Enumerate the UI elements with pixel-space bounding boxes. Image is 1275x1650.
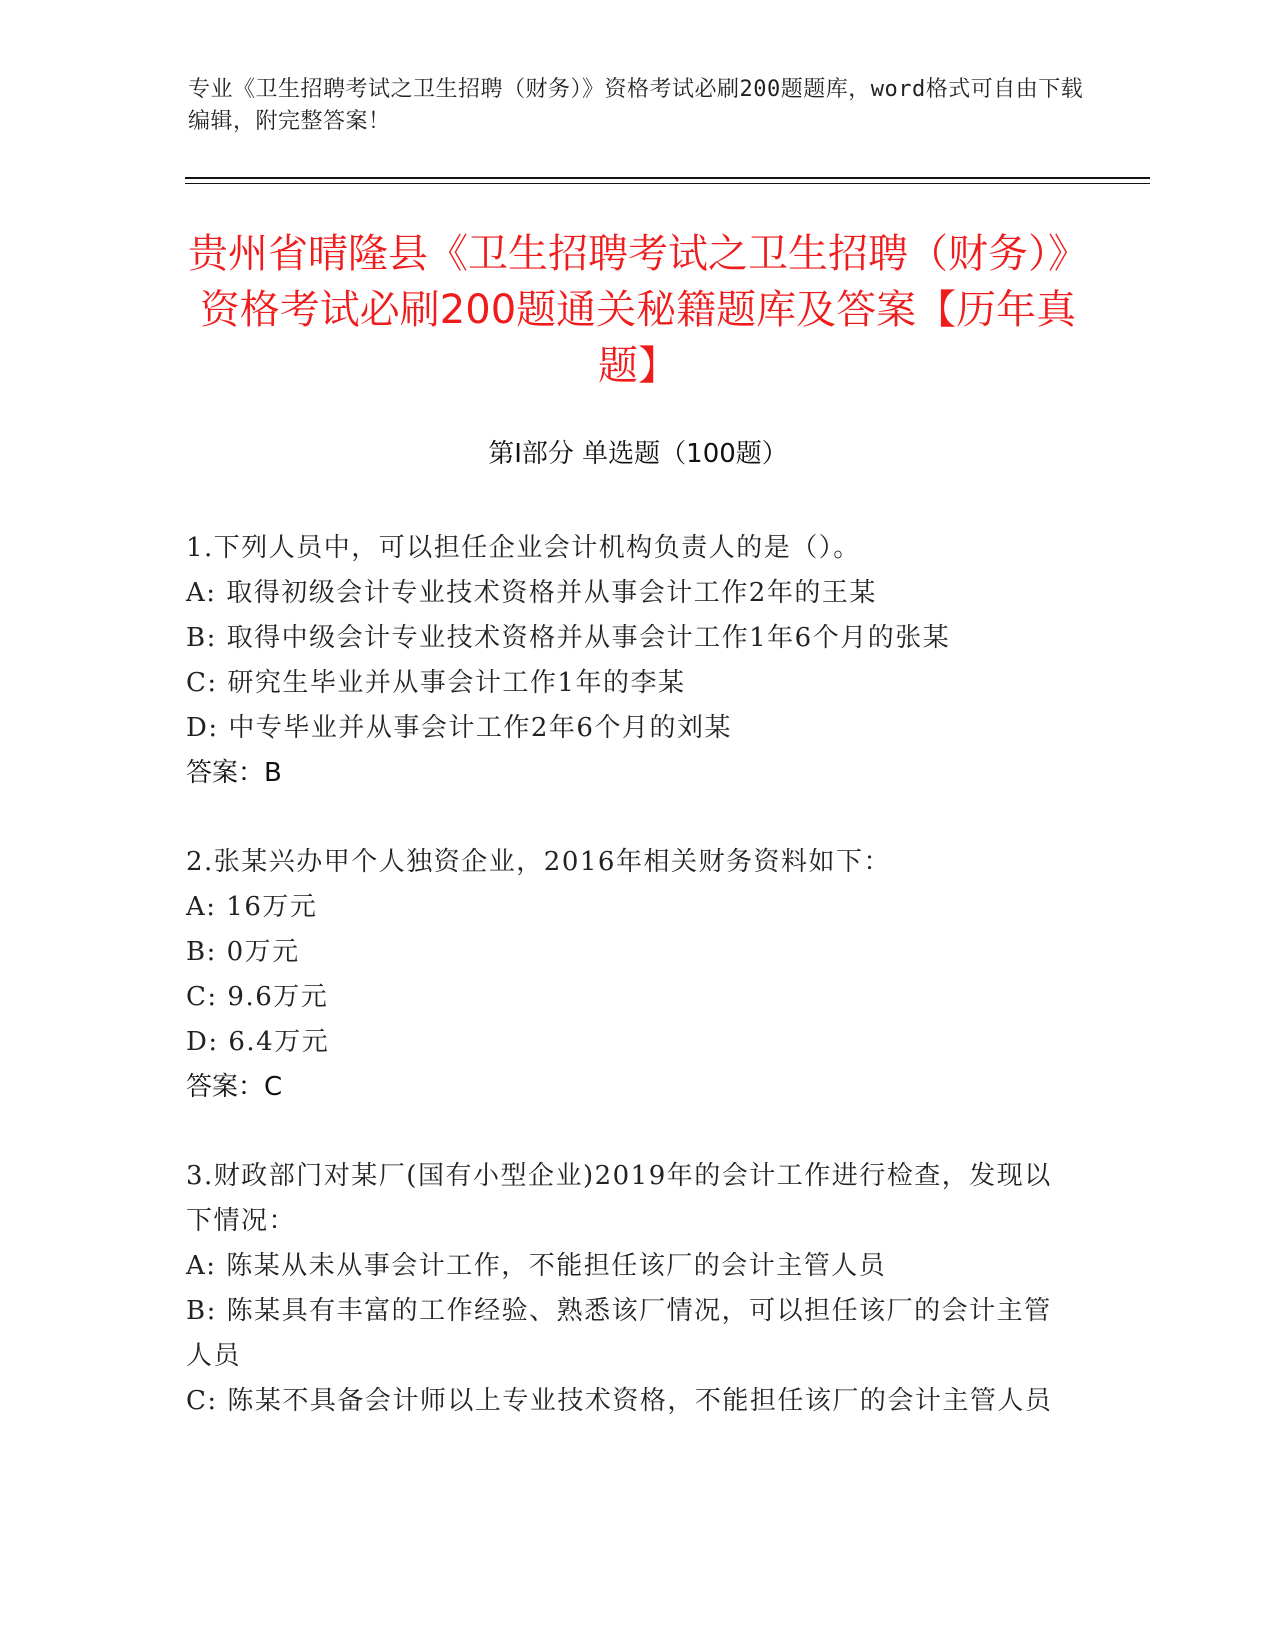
- option-b: B: 陈某具有丰富的工作经验、熟悉该厂情况，可以担任该厂的会计主管人员: [186, 1296, 1052, 1371]
- option-c: C: 陈某不具备会计师以上专业技术资格，不能担任该厂的会计主管人员: [186, 1386, 1053, 1416]
- section-title: 第I部分 单选题（100题）: [488, 439, 788, 469]
- header-note: 专业《卫生招聘考试之卫生招聘（财务）》资格考试必刷200题题库，word格式可自由下载编辑，附完整答案！: [188, 77, 1084, 134]
- answer-label: 答案：C: [186, 1072, 283, 1102]
- question-2: [186, 840, 1066, 1110]
- question-stem: 1.下列人员中，可以担任企业会计机构负责人的是（）。: [186, 533, 861, 563]
- option-a: A: 取得初级会计专业技术资格并从事会计工作2年的王某: [186, 578, 877, 608]
- option-c: C: 研究生毕业并从事会计工作1年的李某: [186, 668, 686, 698]
- question-list: [186, 526, 1066, 1468]
- question-1: [186, 526, 1066, 796]
- option-d: D: 中专毕业并从事会计工作2年6个月的刘某: [186, 713, 732, 743]
- option-c: C: 9.6万元: [186, 982, 329, 1012]
- document-title: 贵州省晴隆县《卫生招聘考试之卫生招聘（财务）》资格考试必刷200题通关秘籍题库及答案【历年真题】: [188, 231, 1088, 389]
- question-stem: 2.张某兴办甲个人独资企业，2016年相关财务资料如下：: [186, 847, 891, 877]
- option-a: A: 16万元: [186, 892, 318, 922]
- option-b: B: 0万元: [186, 937, 300, 967]
- header-divider-thin: [185, 183, 1150, 184]
- question-3: [186, 1154, 1066, 1424]
- answer-label: 答案：B: [186, 758, 282, 788]
- option-b: B: 取得中级会计专业技术资格并从事会计工作1年6个月的张某: [186, 623, 951, 653]
- header-divider-thick: [185, 177, 1150, 179]
- option-a: A: 陈某从未从事会计工作，不能担任该厂的会计主管人员: [186, 1251, 887, 1281]
- question-stem: 3.财政部门对某厂(国有小型企业)2019年的会计工作进行检查，发现以下情况：: [186, 1161, 1052, 1236]
- option-d: D: 6.4万元: [186, 1027, 330, 1057]
